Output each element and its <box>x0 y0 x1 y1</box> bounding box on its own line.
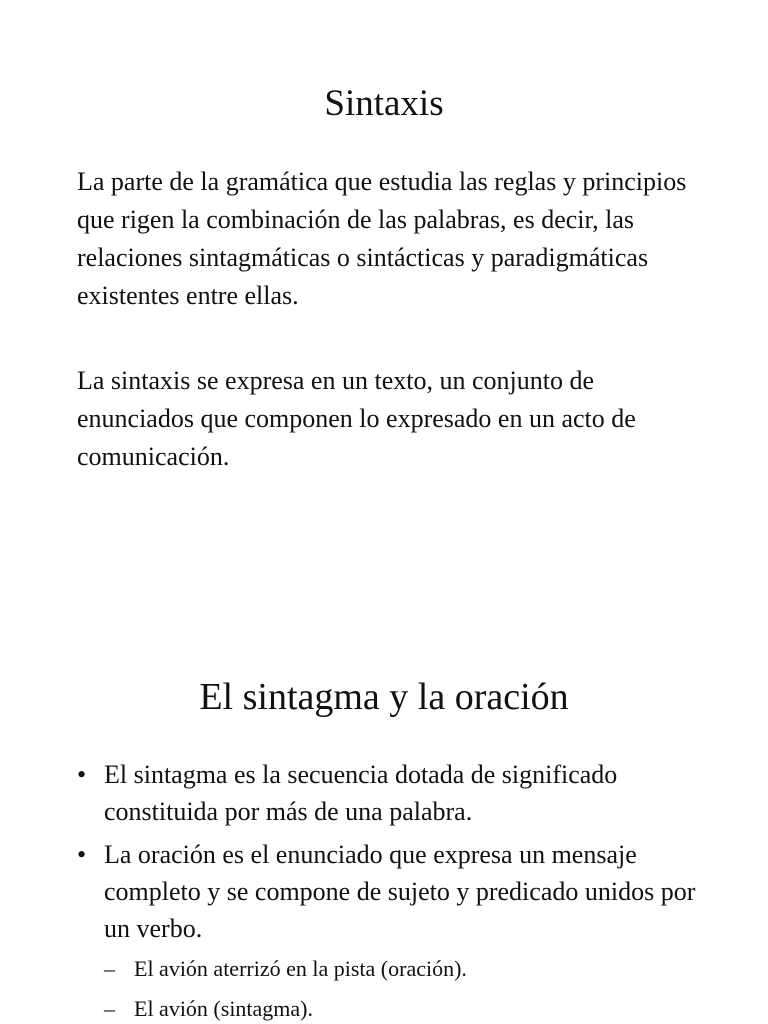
example-text: El avión (sintagma). <box>134 996 314 1021</box>
bullet-item-oracion <box>77 836 717 1024</box>
example-text: El avión aterrizó en la pista (oración). <box>134 956 467 981</box>
expression-paragraph: La sintaxis se expresa en un texto, un conjunto de enunciados que componen lo expresado en un acto de comunicación. <box>77 366 636 471</box>
bullet-text: El sintagma es la secuencia dotada de significado constituida por más de una palabra. <box>104 760 618 826</box>
example-item <box>104 989 717 1024</box>
example-item <box>104 949 717 989</box>
bullet-text: La oración es el enunciado que expresa un mensaje completo y se compone de sujeto y predicado unidos por un verbo. <box>104 840 696 943</box>
bullet-list <box>77 756 717 1024</box>
bullet-icon: • <box>77 840 87 869</box>
slide-title: El sintagma y la oración <box>199 676 569 718</box>
bullet-icon: • <box>77 760 87 789</box>
definition-paragraph: La parte de la gramática que estudia las reglas y principios que rigen la combinación de las palabras, es decir, las relaciones sintagmáticas o sintácticas y paradigmáticas existentes entre ellas. <box>77 167 687 310</box>
dash-icon: – <box>104 956 115 981</box>
dash-icon: – <box>104 996 115 1021</box>
slide-title: Sintaxis <box>324 83 444 124</box>
slide-sintagma-oracion <box>0 512 768 1024</box>
bullet-item-sintagma <box>77 756 717 830</box>
example-list <box>104 949 717 1024</box>
